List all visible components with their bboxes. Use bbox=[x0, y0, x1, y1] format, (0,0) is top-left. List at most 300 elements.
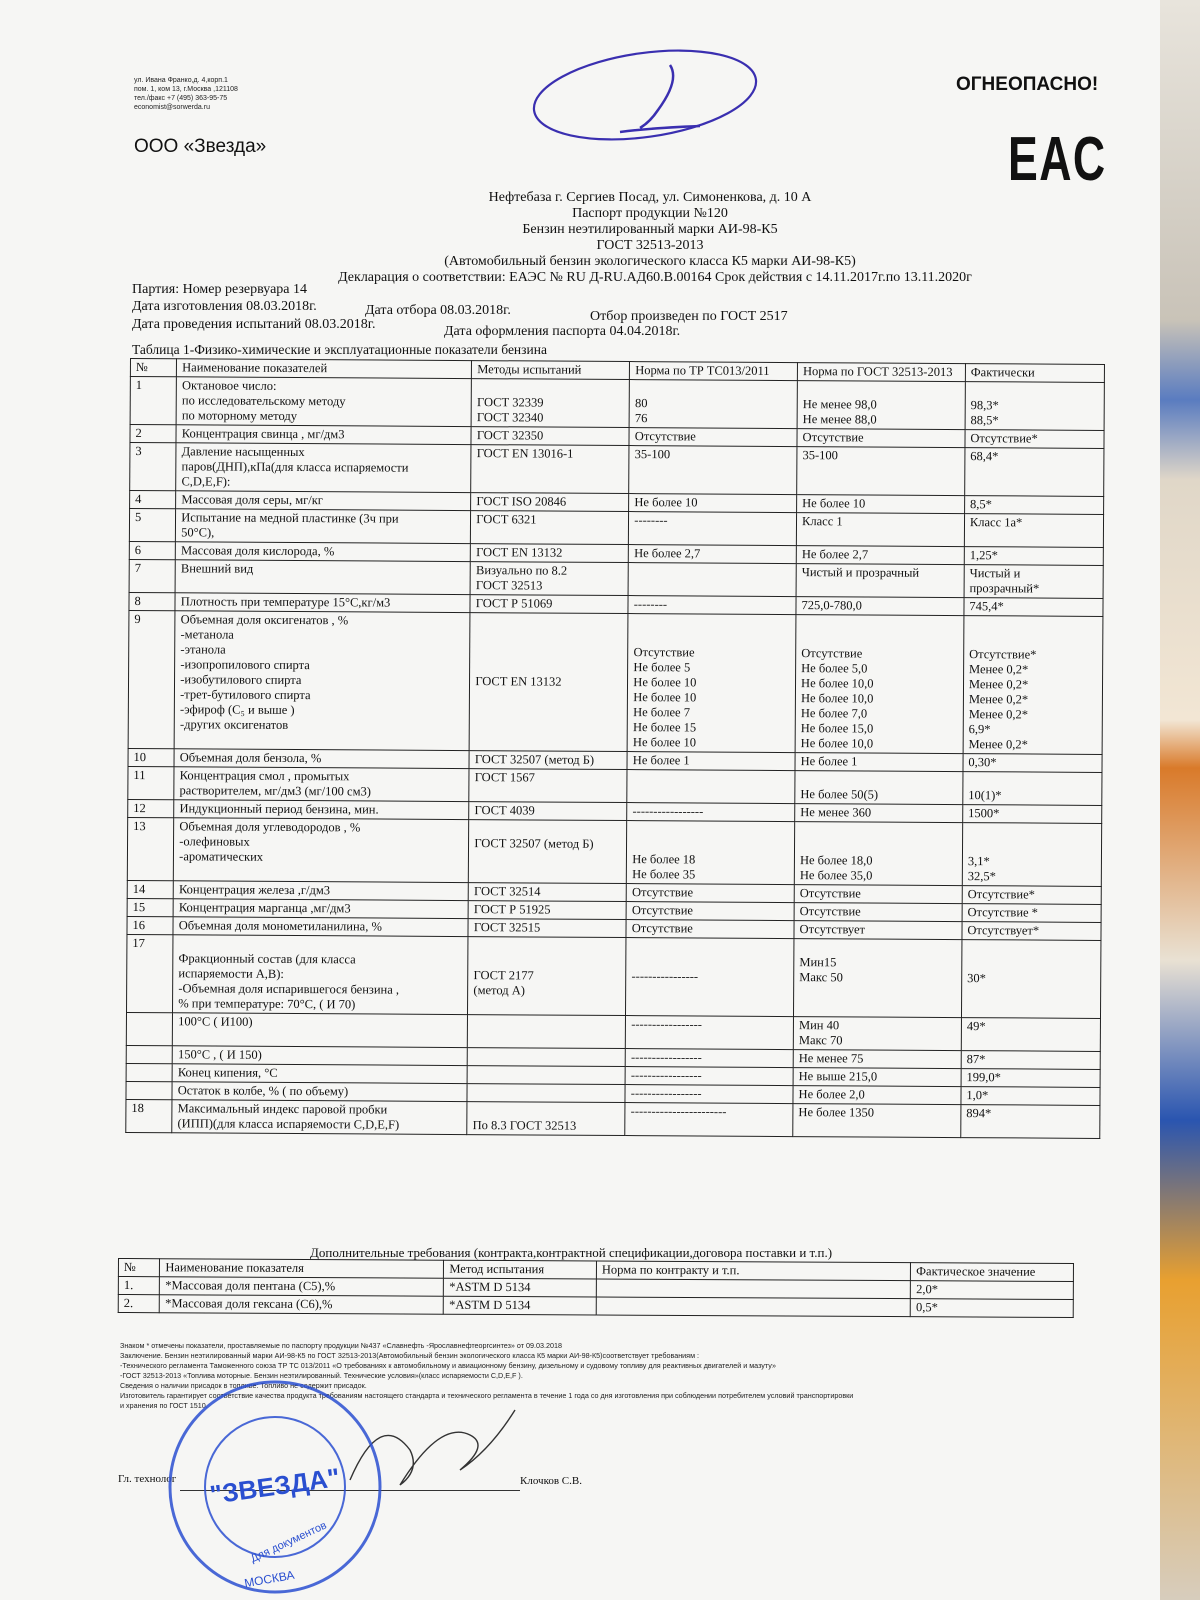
cell-line: ГОСТ ISO 20846 bbox=[476, 494, 567, 509]
cell-n: 16 bbox=[127, 916, 173, 934]
cell-line bbox=[632, 939, 789, 955]
table-caption: Таблица 1-Физико-химические и эксплуатационные показатели бензина bbox=[132, 342, 547, 357]
cell-line: Не более 10 bbox=[634, 495, 698, 510]
cell-line: Объемная доля бензола, % bbox=[179, 750, 322, 766]
cell-name bbox=[173, 935, 469, 1015]
cell-line: Индукционный период бензина, мин. bbox=[179, 801, 379, 817]
cell-method bbox=[471, 511, 629, 545]
cell-tr bbox=[625, 1049, 793, 1068]
cell-n: 1 bbox=[130, 377, 177, 425]
cell-line bbox=[634, 615, 791, 631]
cell-fact bbox=[961, 940, 1101, 1019]
cell-line: -этанола bbox=[180, 642, 226, 657]
cell-line: Отсутствие bbox=[631, 885, 694, 900]
cell-line: Отсутствие bbox=[802, 430, 864, 445]
cell-line: Отсутствие bbox=[799, 886, 861, 901]
stamp-city-text: МОСКВА bbox=[243, 1567, 296, 1591]
cell-method bbox=[471, 427, 629, 446]
cell-line: ГОСТ EN 13016-1 bbox=[476, 446, 574, 461]
table-row bbox=[126, 1099, 1100, 1138]
cell-line: ГОСТ 32340 bbox=[476, 410, 544, 425]
header-line-4: ГОСТ 32513-2013 bbox=[596, 238, 704, 253]
cell-line: Не более 1 bbox=[800, 754, 858, 769]
cell-line: Не более 35,0 bbox=[799, 868, 873, 883]
table-row bbox=[127, 817, 1101, 886]
issue-date: Дата оформления паспорта 04.04.2018г. bbox=[444, 324, 681, 339]
table-row bbox=[130, 443, 1104, 497]
cell-line: 6,9* bbox=[968, 722, 991, 737]
table-row bbox=[130, 377, 1104, 431]
cell-line: Отсутствует bbox=[799, 922, 866, 937]
cell-tr bbox=[628, 563, 796, 597]
cell-n: 18 bbox=[126, 1099, 172, 1132]
note-line: -Технического регламента Таможенного союза ТР ТС 013/2011 «О требованиях к автомобильному и авиационному бензину, дизельному и судовому топливу для реактивных двигателей и мазуту» bbox=[120, 1361, 776, 1370]
cell-line: Не более 7 bbox=[633, 705, 691, 720]
cell-line: Не выше 215,0 bbox=[798, 1069, 878, 1084]
cell: *Массовая доля пентана (С5),% bbox=[160, 1277, 444, 1296]
cell-line: Отсутствие bbox=[634, 429, 696, 444]
cell-line: -метанола bbox=[180, 627, 234, 642]
cell-line: по моторному методу bbox=[181, 408, 298, 424]
cell: *ASTM D 5134 bbox=[444, 1278, 597, 1297]
batch-info: Партия: Номер резервуара 14 bbox=[132, 282, 307, 297]
cell-line: 50°C), bbox=[181, 525, 215, 540]
cell-line: ГОСТ EN 13132 bbox=[476, 545, 563, 560]
col-header: Методы испытаний bbox=[472, 361, 630, 380]
cell-line: Не менее 360 bbox=[800, 805, 872, 820]
cell-line: ГОСТ 32350 bbox=[476, 428, 544, 443]
cell-line bbox=[800, 823, 957, 839]
cell-fact bbox=[961, 1069, 1100, 1088]
cell-line: Не менее 88,0 bbox=[802, 412, 877, 427]
cell-line: Концентрация свинца , мг/дм3 bbox=[181, 426, 345, 442]
cell-n: 4 bbox=[130, 491, 176, 509]
cell-gost bbox=[793, 1086, 961, 1105]
cell-name bbox=[172, 1082, 467, 1102]
cell-gost bbox=[795, 771, 963, 805]
cell-line: Отсутствие bbox=[799, 904, 861, 919]
cell-line bbox=[800, 772, 957, 788]
cell-line: Отсутствие bbox=[801, 646, 863, 661]
cell-line: Концентрация смол , промытых bbox=[179, 768, 350, 784]
cell-fact bbox=[964, 496, 1103, 515]
cell-tr bbox=[626, 920, 794, 939]
cell-method bbox=[470, 562, 628, 596]
cell-method bbox=[469, 769, 627, 803]
cell-line bbox=[634, 564, 791, 580]
cell-line: -других оксигенатов bbox=[179, 717, 289, 732]
cell-n: 15 bbox=[127, 898, 173, 916]
cell-line: -изопропилового спирта bbox=[180, 657, 310, 673]
properties-table bbox=[125, 358, 1105, 1139]
cell-line bbox=[473, 1085, 620, 1101]
cell-line bbox=[632, 822, 789, 838]
cell-name bbox=[176, 443, 471, 493]
cell-line: 3,1* bbox=[967, 854, 990, 869]
cell-fact bbox=[961, 1105, 1100, 1139]
cell-method bbox=[468, 1015, 626, 1049]
cell-line bbox=[475, 659, 622, 675]
cell-line: Остаток в колбе, % ( по объему) bbox=[177, 1083, 349, 1099]
cell-line bbox=[632, 837, 789, 853]
cell-line bbox=[474, 953, 621, 969]
cell-line: Отсутствие* bbox=[969, 647, 1037, 662]
cell-line: 0,30* bbox=[968, 755, 997, 770]
cell-line: ---------------- bbox=[631, 969, 699, 984]
cell-line: Концентрация железа ,г/дм3 bbox=[178, 882, 331, 898]
cell-tr bbox=[625, 1103, 793, 1137]
cell-line: 725,0-780,0 bbox=[801, 598, 863, 613]
note-line: -ГОСТ 32513-2013 «Топлива моторные. Бензин неэтилированный. Технические условия»(класс испаряемости C,D,E,F ). bbox=[120, 1371, 523, 1380]
cell-line: Не более 15,0 bbox=[800, 721, 874, 736]
cell-method bbox=[471, 544, 629, 563]
note-line: Заключение. Бензин неэтилированный марки АИ-98-К5 по ГОСТ 32513-2013(Автомобильный бензин экологического класса К5 марки АИ-98-К5)соответствует требованиям : bbox=[120, 1351, 700, 1360]
cell-line: Не более 1 bbox=[632, 753, 690, 768]
cell-name bbox=[176, 425, 471, 445]
stamp-center-text: "ЗВЕЗДА" bbox=[208, 1462, 342, 1510]
cell-line: Не менее 98,0 bbox=[802, 397, 877, 412]
cell-line: ГОСТ Р 51069 bbox=[475, 596, 553, 611]
cell-line: Не более 2,0 bbox=[798, 1087, 865, 1102]
cell-line bbox=[635, 381, 792, 397]
cell-line: ГОСТ 32514 bbox=[474, 884, 541, 899]
sampling-date: Дата отбора 08.03.2018г. bbox=[365, 303, 511, 318]
cell: 2,0* bbox=[911, 1281, 1074, 1300]
cell-line bbox=[967, 956, 1095, 972]
cell-tr bbox=[629, 380, 797, 429]
company-name: ООО «Звезда» bbox=[134, 136, 267, 157]
cell-line: Класс 1 bbox=[802, 514, 843, 529]
cell-n: 14 bbox=[127, 880, 173, 898]
table-row bbox=[127, 934, 1101, 1018]
cell-line: 150°С , ( И 150) bbox=[177, 1047, 262, 1062]
cell-line: ГОСТ 32507 (метод Б) bbox=[474, 752, 595, 767]
cell-name bbox=[175, 542, 470, 562]
header-line-6: Декларация о соответствии: ЕАЭС № RU Д-RU.АД60.В.00164 Срок действия с 14.11.2017г.по 13.11.2020г bbox=[338, 270, 972, 285]
cell-line: Концентрация марганца ,мг/дм3 bbox=[178, 900, 351, 916]
cell-line: По 8.3 ГОСТ 32513 bbox=[472, 1118, 577, 1133]
cell-line bbox=[969, 617, 1097, 633]
cell-fact bbox=[963, 772, 1102, 806]
cell-line: 32,5* bbox=[967, 869, 996, 884]
cell-line: Менее 0,2* bbox=[968, 692, 1029, 707]
cell-fact bbox=[964, 547, 1103, 566]
cell-name bbox=[173, 881, 468, 901]
cell-n: 13 bbox=[127, 817, 174, 880]
cell-method bbox=[467, 1102, 625, 1136]
cell-line: испаряемости А,В): bbox=[178, 966, 284, 981]
handwritten-number-mark bbox=[530, 40, 770, 150]
cell-line: Менее 0,2* bbox=[968, 737, 1028, 752]
cell-line: Плотность при температуре 15°С,кг/м3 bbox=[180, 594, 391, 610]
cell-gost bbox=[796, 564, 964, 598]
cell-name bbox=[176, 491, 471, 511]
cell-line: 30* bbox=[967, 971, 986, 986]
cell-tr bbox=[627, 803, 795, 822]
table-row bbox=[128, 610, 1103, 754]
cell-n: 9 bbox=[128, 610, 175, 748]
cell-line bbox=[476, 629, 623, 645]
cell-line: 745,4* bbox=[969, 599, 1004, 614]
cell-line: Объемная доля оксигенатов , % bbox=[180, 612, 349, 628]
cell-line: Не более 10 bbox=[633, 690, 697, 705]
cell-tr bbox=[625, 1067, 793, 1086]
cell-line: Не менее 75 bbox=[798, 1051, 864, 1066]
col-header: № bbox=[130, 359, 176, 377]
cell-line: Объемная доля монометиланилина, % bbox=[178, 918, 382, 934]
manufacture-date: Дата изготовления 08.03.2018г. bbox=[132, 299, 317, 314]
cell-line: Не более 18,0 bbox=[799, 853, 873, 868]
cell-line: Не более 2,7 bbox=[634, 546, 701, 561]
cell-line: Чистый и bbox=[969, 566, 1021, 581]
cell-tr bbox=[629, 545, 797, 564]
cell-line: Не более 5 bbox=[633, 660, 691, 675]
cell-gost bbox=[796, 597, 964, 616]
stamp-ring-text: Для документов bbox=[248, 1519, 329, 1566]
cell-gost bbox=[795, 615, 964, 754]
header-line-1: Нефтебаза г. Сергиев Посад, ул. Симоненкова, д. 10 А bbox=[488, 190, 812, 205]
cell-gost bbox=[793, 1017, 961, 1051]
header-line-3: Бензин неэтилированный марки АИ-98-К5 bbox=[522, 222, 778, 237]
cell-line: 894* bbox=[966, 1106, 992, 1121]
cell-line bbox=[799, 940, 956, 956]
col-header: № bbox=[118, 1259, 160, 1277]
additional-table bbox=[118, 1258, 1074, 1318]
cell-gost bbox=[793, 1068, 961, 1087]
cell-gost bbox=[795, 753, 963, 772]
cell-line: Не более 7,0 bbox=[800, 706, 868, 721]
cell-line: 98,3* bbox=[970, 398, 999, 413]
cell-line: Отсутствие bbox=[631, 903, 694, 918]
note-line: Сведения о наличии присадок в топливе: Топливо не содержит присадок. bbox=[120, 1381, 367, 1390]
cell-line: ГОСТ Р 51925 bbox=[473, 902, 551, 917]
cell-tr bbox=[627, 614, 796, 753]
cell-line: Отсутствует* bbox=[967, 923, 1040, 938]
cell-line: ГОСТ 6321 bbox=[476, 512, 537, 527]
cell-line: Чистый и прозрачный bbox=[801, 565, 920, 580]
cell-line: Не более 50(5) bbox=[800, 787, 879, 802]
cell: 1. bbox=[118, 1277, 160, 1295]
cell-name bbox=[173, 899, 468, 919]
cell-line: по исследовательскому методу bbox=[181, 393, 346, 409]
cell-line: ГОСТ EN 13132 bbox=[475, 674, 562, 689]
cell-line: 80 bbox=[634, 396, 648, 411]
cell-tr bbox=[626, 938, 794, 1017]
cell-tr bbox=[626, 884, 794, 903]
cell-tr bbox=[629, 446, 797, 495]
technologist-label: Гл. технолог bbox=[118, 1473, 177, 1485]
cell-line: ГОСТ 32507 (метод Б) bbox=[474, 836, 594, 851]
cell-n: 8 bbox=[129, 592, 175, 610]
cell: *Массовая доля гексана (С6),% bbox=[160, 1295, 444, 1314]
cell-fact bbox=[963, 754, 1102, 773]
cell-line: Не более 10,0 bbox=[801, 676, 874, 691]
cell-line: Фракционный состав (для класса bbox=[178, 951, 356, 967]
cell bbox=[596, 1279, 910, 1299]
cell-line: Отсутствие* bbox=[967, 887, 1035, 902]
cell-gost bbox=[794, 822, 962, 886]
cell-line bbox=[634, 630, 791, 646]
cell-fact bbox=[965, 430, 1104, 449]
cell-n bbox=[126, 1081, 172, 1099]
note-line: и хранения по ГОСТ 1510. bbox=[120, 1401, 208, 1410]
col-header: Наименование показателей bbox=[177, 359, 472, 379]
cell-line: паров(ДНП),кПа(для класса испаряемости bbox=[181, 459, 409, 475]
cell-tr bbox=[627, 752, 795, 771]
cell-name bbox=[174, 800, 469, 820]
cell-n: 7 bbox=[129, 559, 175, 592]
cell-fact bbox=[964, 565, 1103, 599]
cell-line bbox=[969, 632, 1097, 648]
cell-gost bbox=[793, 1104, 961, 1138]
cell-method bbox=[469, 820, 627, 884]
cell-line: 1500* bbox=[968, 806, 1000, 821]
cell-n: 5 bbox=[129, 509, 175, 542]
cell-line: ----------------- bbox=[632, 804, 704, 819]
cell-tr bbox=[626, 1016, 794, 1050]
cell-line: 49* bbox=[966, 1019, 986, 1034]
cell-line: -эфироф (С₅ и выше ) bbox=[180, 702, 295, 718]
cell-tr bbox=[627, 821, 795, 885]
cell-line bbox=[473, 1103, 620, 1119]
cell-line: ----------------- bbox=[630, 1050, 702, 1065]
cell-tr bbox=[628, 596, 796, 615]
cell-line: ----------------------- bbox=[630, 1104, 727, 1119]
cell-line: прозрачный* bbox=[969, 581, 1040, 596]
cell-line: Не более 10 bbox=[632, 735, 697, 750]
cell-line bbox=[968, 824, 1096, 840]
cell-line: Не более 2,7 bbox=[801, 547, 869, 562]
cell-n: 3 bbox=[130, 443, 177, 491]
additional-requirements-title: Дополнительные требования (контракта,контрактной спецификации,договора поставки и т.п.) bbox=[310, 1245, 833, 1260]
cell-gost bbox=[797, 447, 965, 496]
cell-line: 10(1)* bbox=[968, 788, 1002, 803]
header-line-5: (Автомобильный бензин экологического класса К5 марки АИ-98-К5) bbox=[444, 254, 856, 269]
cell-fact bbox=[965, 382, 1104, 431]
cell-line: 35-100 bbox=[802, 448, 838, 463]
cell: *ASTM D 5134 bbox=[444, 1296, 597, 1315]
cell-name bbox=[175, 593, 470, 613]
cell-line: Объемная доля углеводородов , % bbox=[179, 819, 361, 835]
cell-line bbox=[473, 1016, 620, 1032]
cell-line bbox=[803, 382, 960, 398]
cell-n: 12 bbox=[128, 799, 174, 817]
header-line-2: Паспорт продукции №120 bbox=[572, 206, 728, 221]
table-row bbox=[118, 1295, 1073, 1318]
cell-tr bbox=[627, 770, 795, 804]
col-header: Норма по ТР ТС013/2011 bbox=[630, 362, 798, 381]
cell-line: ----------------- bbox=[630, 1086, 702, 1101]
cell-fact bbox=[965, 448, 1104, 497]
cell-line: Менее 0,2* bbox=[968, 707, 1029, 722]
cell-fact bbox=[961, 1087, 1100, 1106]
cell-line: 88,5* bbox=[970, 413, 999, 428]
cell-line bbox=[971, 383, 1099, 399]
cell-line: 100°С ( И100) bbox=[178, 1014, 253, 1029]
cell-name bbox=[176, 509, 471, 544]
col-header: Метод испытания bbox=[444, 1260, 597, 1279]
cell-line bbox=[968, 773, 1096, 789]
cell-method bbox=[471, 445, 629, 494]
cell-line: ГОСТ 32515 bbox=[473, 920, 541, 935]
test-date: Дата проведения испытаний 08.03.2018г. bbox=[132, 317, 376, 332]
col-header: Фактически bbox=[965, 364, 1104, 383]
cell-name bbox=[172, 1064, 467, 1084]
cell-line bbox=[474, 821, 621, 837]
cell-line: C,D,E,F): bbox=[181, 474, 231, 489]
cell-method bbox=[471, 493, 629, 512]
cell: 2. bbox=[118, 1295, 160, 1313]
sampling-standard: Отбор произведен по ГОСТ 2517 bbox=[590, 309, 788, 324]
cell-line: Не более 10,0 bbox=[800, 736, 874, 751]
cell-gost bbox=[797, 429, 965, 448]
cell-line bbox=[473, 1067, 620, 1083]
cell-line: -------- bbox=[634, 513, 668, 528]
cell-line bbox=[475, 644, 622, 660]
cell-name bbox=[174, 749, 469, 769]
cell-method bbox=[468, 901, 626, 920]
cell-line: -------- bbox=[633, 597, 668, 612]
cell bbox=[596, 1297, 910, 1317]
cell-line: Максимальный индекс паровой пробки bbox=[177, 1101, 388, 1117]
cell-gost bbox=[795, 804, 963, 823]
cell-line: ГОСТ 2177 bbox=[473, 968, 534, 983]
cell-line: ГОСТ 4039 bbox=[474, 803, 535, 818]
cell-method bbox=[469, 751, 627, 770]
cell-line bbox=[633, 771, 790, 787]
cell-name bbox=[174, 767, 469, 802]
cell-line: ----------------- bbox=[631, 1017, 703, 1032]
cell-method bbox=[467, 1066, 625, 1085]
cell-line: Массовая доля кислорода, % bbox=[181, 543, 335, 559]
cell-line: 8,5* bbox=[969, 497, 992, 512]
cell-line: Мин 40 bbox=[798, 1018, 840, 1033]
cell-line bbox=[476, 614, 623, 630]
cell-line: Менее 0,2* bbox=[968, 662, 1029, 677]
note-line: Изготовитель гарантирует соответствие качества продукта требованиям настоящего стандарта и технического регламента в течение 1 года со дня изготовления при соблюдении потребителем условий транспортировки bbox=[120, 1391, 854, 1400]
address-line: economist@sorwerda.ru bbox=[134, 104, 210, 111]
cell-line bbox=[968, 839, 1096, 855]
cell-n: 10 bbox=[128, 748, 174, 766]
cell-line: Давление насыщенных bbox=[181, 444, 305, 460]
fire-warning: ОГНЕОПАСНО! bbox=[956, 74, 1099, 95]
cell-n bbox=[126, 1012, 172, 1045]
eac-mark: EAC bbox=[1008, 125, 1107, 194]
cell-method bbox=[469, 613, 628, 752]
cell-line bbox=[477, 380, 624, 396]
cell-line bbox=[179, 936, 463, 953]
cell-line: (ИПП)(для класса испаряемости C,D,E,F) bbox=[177, 1116, 400, 1132]
cell-name bbox=[172, 1100, 467, 1135]
cell-gost bbox=[796, 546, 964, 565]
cell-method bbox=[468, 937, 626, 1016]
cell-line: Не более 5,0 bbox=[801, 661, 868, 676]
cell-line: Отсутствие bbox=[633, 645, 695, 660]
cell-line: 1,25* bbox=[969, 548, 998, 563]
cell-line: -олефиновых bbox=[179, 834, 250, 849]
cell-name bbox=[172, 1046, 467, 1066]
cell-method bbox=[471, 379, 629, 428]
cell-gost bbox=[797, 495, 965, 514]
cell-line: Не более 35 bbox=[632, 867, 696, 882]
cell-method bbox=[470, 595, 628, 614]
cell-fact bbox=[963, 616, 1103, 755]
cell-fact bbox=[962, 922, 1101, 941]
cell-fact bbox=[962, 886, 1101, 905]
cell-fact bbox=[964, 598, 1103, 617]
cell-tr bbox=[629, 494, 797, 513]
cell-name bbox=[174, 818, 469, 883]
